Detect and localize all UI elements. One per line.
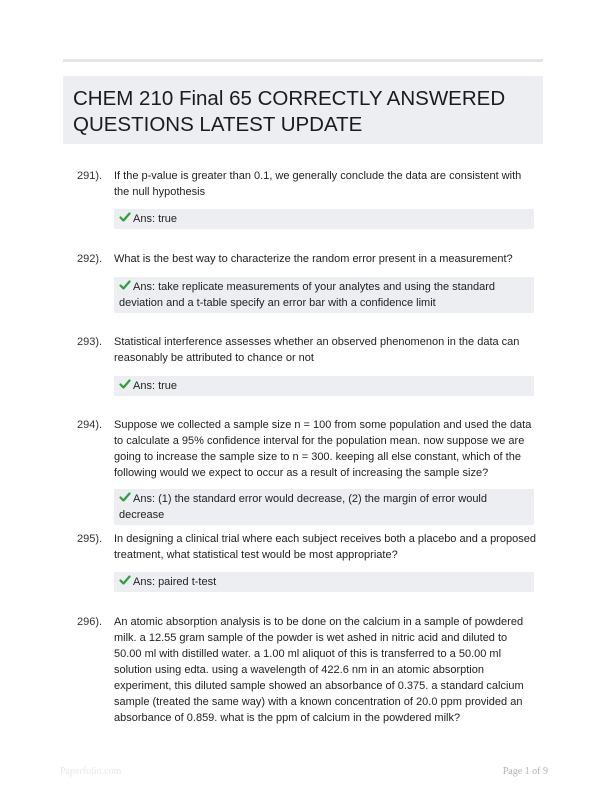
answer-box [114, 209, 534, 229]
check-icon [119, 378, 131, 390]
question-number: 294). [77, 419, 103, 431]
footer-watermark: Paperfolio.com [60, 766, 122, 777]
answer-text: Ans: take replicate measurements of your analytes and using the standard deviation and a t-table specify an error bar with a confidence limit [119, 281, 495, 309]
check-icon [119, 279, 131, 291]
answer-box [114, 376, 534, 396]
question-text: Statistical interference assesses whether an observed phenomenon in the data can reasonably be attributed to chance or not [114, 336, 520, 364]
page-title: CHEM 210 Final 65 CORRECTLY ANSWERED QUESTIONS LATEST UPDATE [73, 87, 506, 136]
answer-text: Ans: true [133, 380, 178, 392]
title-banner [63, 76, 543, 144]
question-text: What is the best way to characterize the random error present in a measurement? [114, 253, 513, 265]
answer-text: Ans: (1) the standard error would decrease, (2) the margin of error would decrease [119, 493, 487, 521]
question-number: 291). [77, 170, 103, 182]
question-number: 295). [77, 533, 103, 545]
answer-box [114, 489, 534, 525]
question-number: 292). [77, 253, 103, 265]
answer-box [114, 572, 534, 592]
answer-box [114, 277, 534, 313]
question-text: In designing a clinical trial where each subject receives both a placebo and a proposed treatment, what statistical test would be most appropriate? [114, 533, 536, 561]
check-icon [119, 211, 131, 223]
question-number: 293). [77, 336, 103, 348]
question-number: 296). [77, 616, 103, 628]
question-text: Suppose we collected a sample size n = 100 from some population and used the data to calculate a 95% confidence interval for the population mean. now suppose we are going to increase the sample size to n = 300. keeping all else constant, which of the following would we expect to occur as a result of increasing the sample size? [114, 419, 532, 479]
check-icon [119, 574, 131, 586]
top-divider [63, 59, 543, 62]
question-text: An atomic absorption analysis is to be done on the calcium in a sample of powdered milk. a 12.55 gram sample of the powder is wet ashed in nitric acid and diluted to 50.00 ml with distilled water. a 1.00 ml aliquot of this is transferred to a 50.00 ml solution using edta. using a wavelength of 422.6 nm in an atomic absorption experiment, this diluted sample showed an absorbance of 0.375. a standard calcium sample (treated the same way) with a known concentration of 20.0 ppm provided an absorbance of 0.859. what is the ppm of calcium in the powdered milk? [114, 616, 524, 724]
answer-text: Ans: true [133, 213, 178, 225]
page-number: Page 1 of 9 [502, 766, 548, 777]
answer-text: Ans: paired t-test [133, 576, 217, 588]
question-text: If the p-value is greater than 0.1, we generally conclude the data are consistent with the null hypothesis [114, 170, 522, 198]
check-icon [119, 491, 131, 503]
